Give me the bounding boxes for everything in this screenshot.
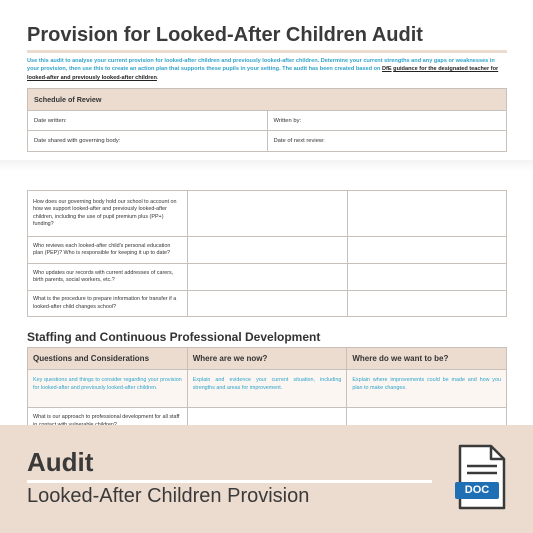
document-title: Provision for Looked-After Children Audit bbox=[27, 24, 423, 46]
intro-paragraph bbox=[27, 57, 507, 82]
document-page-1 bbox=[0, 0, 533, 160]
governance-questions-table bbox=[27, 190, 507, 317]
file-type-badge: DOC bbox=[455, 482, 499, 499]
banner-subtitle: Looked-After Children Provision bbox=[27, 485, 310, 507]
answer-goal-cell[interactable] bbox=[347, 264, 507, 291]
intro-link-dfe[interactable]: DfE bbox=[381, 66, 392, 73]
question-cell: Who reviews each looked-after child's personal education plan (PEP)? Who is responsible for keeping it up to date? bbox=[28, 237, 188, 264]
table-row bbox=[28, 291, 507, 317]
date-written-field[interactable]: Date written: bbox=[34, 118, 67, 124]
table-header-row bbox=[28, 348, 507, 370]
answer-now-cell[interactable] bbox=[188, 264, 348, 291]
guidance-questions: Key questions and things to consider regarding your provision for looked-after and previously looked-after children. bbox=[28, 370, 188, 408]
question-cell: What is our approach to professional development for all staff bbox=[28, 408, 188, 438]
schedule-row bbox=[28, 131, 506, 151]
guidance-goal: Explain where improvements could be made and how you plan to make changes. bbox=[347, 370, 507, 408]
intro-link-guidance[interactable]: guidance for the designated teacher for looked-after and previously looked-after children bbox=[27, 66, 499, 81]
answer-now-cell[interactable] bbox=[188, 291, 348, 317]
column-header-questions: Questions and Considerations bbox=[28, 348, 188, 370]
answer-now-cell[interactable] bbox=[188, 191, 348, 237]
document-icon bbox=[457, 444, 507, 510]
page-separator bbox=[0, 160, 533, 172]
column-header-goal: Where do we want to be? bbox=[347, 348, 507, 370]
title-divider bbox=[27, 50, 507, 53]
question-cell: How does our governing body hold our school to account on how we support looked-after and previously looked-after children, including the use of pupil premium plus (PP+) funding? bbox=[28, 191, 188, 237]
answer-now-cell[interactable] bbox=[188, 237, 348, 264]
guidance-row bbox=[28, 370, 507, 408]
question-cell: Who updates our records with current addresses of carers, birth parents, social workers, etc.? bbox=[28, 264, 188, 291]
date-next-review-field[interactable]: Date of next review: bbox=[267, 131, 507, 151]
banner-title: Audit bbox=[27, 447, 94, 477]
table-row bbox=[28, 264, 507, 291]
written-by-field[interactable]: Written by: bbox=[267, 111, 507, 130]
answer-goal-cell[interactable] bbox=[347, 237, 507, 264]
intro-text: Use this audit to analyse your current provision for looked-after children and previously looked-after children. Determine your current strengths and any gaps or weaknesses in your provision, then use this to create an action plan that supports these pupils in your setting. The audit has been created based on bbox=[27, 58, 495, 73]
guidance-now: Explain and evidence your current situation, including strengths and areas for improvement. bbox=[187, 370, 347, 408]
intro-end: . bbox=[156, 74, 159, 81]
banner-divider bbox=[27, 480, 432, 483]
column-header-now: Where are we now? bbox=[187, 348, 347, 370]
schedule-row bbox=[28, 111, 506, 131]
product-banner bbox=[0, 425, 533, 533]
question-cell: What is the procedure to prepare information for transfer if a looked-after child changes school? bbox=[28, 291, 188, 317]
date-shared-field[interactable]: Date shared with governing body: bbox=[34, 138, 121, 144]
section-title-staffing: Staffing and Continuous Professional Development bbox=[27, 330, 321, 344]
table-row bbox=[28, 237, 507, 264]
schedule-of-review-table bbox=[27, 88, 507, 152]
table-row bbox=[28, 191, 507, 237]
schedule-heading: Schedule of Review bbox=[28, 89, 506, 111]
answer-goal-cell[interactable] bbox=[347, 291, 507, 317]
answer-goal-cell[interactable] bbox=[347, 191, 507, 237]
